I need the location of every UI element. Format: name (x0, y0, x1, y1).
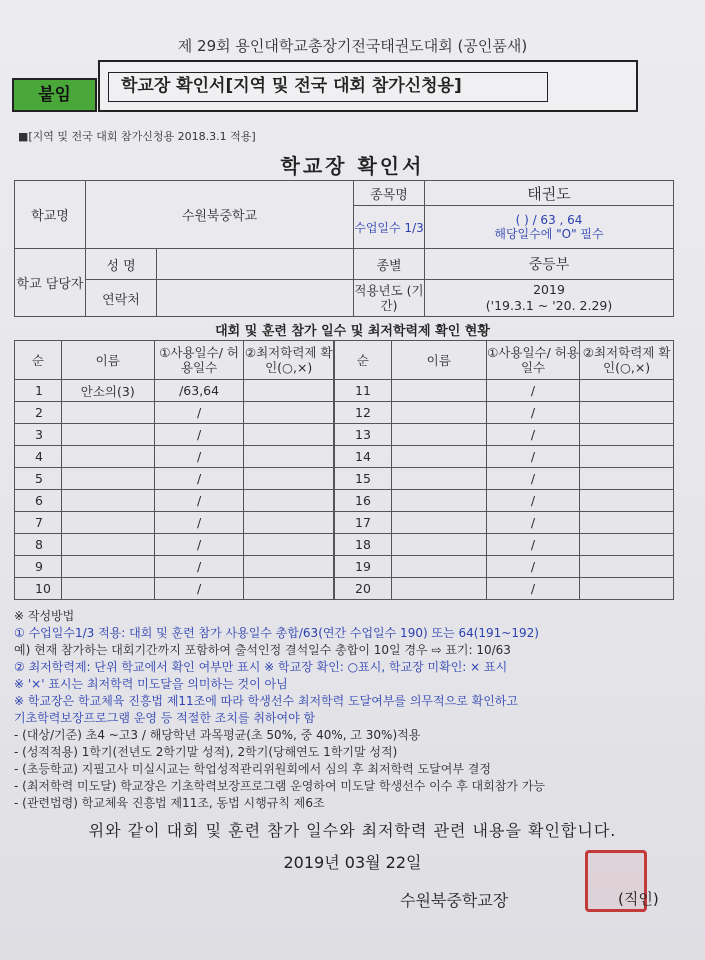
row-days: / (154, 512, 244, 534)
row-no: 14 (335, 446, 392, 468)
row-name (61, 468, 154, 490)
row-no: 1 (15, 380, 62, 402)
row-name (391, 402, 486, 424)
division-label: 종별 (354, 249, 425, 280)
row-name (391, 446, 486, 468)
table-row (15, 380, 334, 402)
instructions-heading: ※ 작성방법 (14, 609, 75, 623)
instruction-line: ※ 학교장은 학교체육 진흥법 제11조에 따라 학생선수 최저학력 도달여부를 의무적으로 확인하고 (14, 694, 518, 708)
table-row (15, 578, 334, 600)
table-row (15, 402, 334, 424)
period-cell (425, 280, 674, 317)
document-date: 2019년 03월 22일 (283, 853, 422, 872)
name-value (157, 249, 354, 280)
principal-signature: 수원북중학교장 (400, 891, 509, 910)
row-name: 안소의(3) (61, 380, 154, 402)
row-name (391, 468, 486, 490)
row-name (391, 556, 486, 578)
row-days: /63,64 (154, 380, 244, 402)
row-name (61, 402, 154, 424)
row-no: 7 (15, 512, 62, 534)
row-days: / (486, 556, 579, 578)
confirmation-text: 위와 같이 대회 및 훈련 참가 일수와 최저학력 관련 내용을 확인합니다. (88, 821, 617, 840)
instruction-line: - (최저학력 미도달) 학교장은 기초학력보장프로그램 운영하여 미도달 학생선수 이수 후 대회참가 가능 (14, 779, 545, 793)
table-row (335, 556, 674, 578)
contact-label: 연락처 (86, 280, 157, 317)
participants-table-left (14, 340, 334, 600)
participants-table-right (334, 340, 674, 600)
row-no: 20 (335, 578, 392, 600)
table-row (335, 380, 674, 402)
instructions (14, 608, 694, 812)
instruction-line: ※ '×' 표시는 최저학력 미도달을 의미하는 것이 아님 (14, 677, 288, 691)
instruction-line: ② 최저학력제: 단위 학교에서 확인 여부만 표시 ※ 학교장 확인: ○표시, 학교장 미확인: × 표시 (14, 660, 508, 674)
row-check (580, 578, 674, 600)
row-days: / (486, 534, 579, 556)
class-days-label: 수업일수 1/3 (354, 206, 425, 249)
row-check (244, 490, 334, 512)
row-name (391, 490, 486, 512)
row-days: / (154, 490, 244, 512)
class-days-note: 해당일수에 "O" 필수 (494, 227, 604, 241)
row-check (244, 402, 334, 424)
row-no: 18 (335, 534, 392, 556)
row-days: / (154, 446, 244, 468)
row-days: / (486, 402, 579, 424)
division-value: 중등부 (425, 249, 674, 280)
instruction-line: 기초학력보장프로그램 운영 등 적절한 조치를 취하여야 함 (14, 711, 316, 725)
row-name (391, 424, 486, 446)
table-row (15, 534, 334, 556)
table-row (15, 468, 334, 490)
doc-heading: 학교장 확인서[지역 및 전국 대회 참가신청용] (108, 72, 548, 102)
table-row (335, 446, 674, 468)
row-no: 4 (15, 446, 62, 468)
col-no: 순 (335, 341, 392, 380)
row-check (244, 556, 334, 578)
instruction-line: - (초등학교) 지필고사 미실시교는 학업성적관리위원회에서 심의 후 최저학력 도달여부 결정 (14, 762, 491, 776)
table-row (335, 402, 674, 424)
instruction-line: - (성적적용) 1학기(전년도 2학기말 성적), 2학기(당해연도 1학기말 성적) (14, 745, 398, 759)
row-days: / (486, 490, 579, 512)
row-days: / (486, 424, 579, 446)
table-row (15, 446, 334, 468)
row-days: / (486, 468, 579, 490)
table-row (335, 490, 674, 512)
row-check (580, 380, 674, 402)
period-label: 적용년도 (기간) (354, 280, 425, 317)
row-no: 3 (15, 424, 62, 446)
table-row (15, 556, 334, 578)
row-name (61, 578, 154, 600)
row-check (244, 380, 334, 402)
table-row (335, 512, 674, 534)
section-title: 대회 및 훈련 참가 일수 및 최저학력제 확인 현황 (215, 324, 490, 339)
row-days: / (154, 402, 244, 424)
event-title: 제 29회 용인대학교총장기전국태권도대회 (공인품새) (177, 37, 528, 55)
event-value: 태권도 (425, 181, 674, 206)
row-check (580, 402, 674, 424)
row-check (244, 534, 334, 556)
row-check (244, 512, 334, 534)
name-label: 성 명 (86, 249, 157, 280)
school-name: 수원북중학교 (86, 181, 354, 249)
row-check (244, 468, 334, 490)
row-days: / (486, 446, 579, 468)
row-no: 2 (15, 402, 62, 424)
row-no: 13 (335, 424, 392, 446)
col-check: ②최저학력제 확인(○,×) (580, 341, 674, 380)
table-row (15, 490, 334, 512)
row-no: 9 (15, 556, 62, 578)
row-name (391, 534, 486, 556)
row-days: / (486, 578, 579, 600)
col-check: ②최저학력제 확인(○,×) (244, 341, 334, 380)
row-days: / (154, 468, 244, 490)
table-row (15, 512, 334, 534)
row-name (391, 380, 486, 402)
table-row (335, 468, 674, 490)
row-check (580, 424, 674, 446)
row-no: 8 (15, 534, 62, 556)
row-name (391, 578, 486, 600)
row-no: 12 (335, 402, 392, 424)
row-no: 6 (15, 490, 62, 512)
row-no: 19 (335, 556, 392, 578)
row-no: 16 (335, 490, 392, 512)
instruction-line: 예) 현재 참가하는 대회기간까지 포함하여 출석인정 결석일수 총합이 10일 경우 ⇨ 표기: 10/63 (14, 643, 511, 657)
row-check (580, 534, 674, 556)
col-days: ①사용일수/ 허용일수 (154, 341, 244, 380)
contact-value (157, 280, 354, 317)
col-name: 이름 (61, 341, 154, 380)
row-name (61, 556, 154, 578)
period-year: 2019 (533, 282, 565, 297)
instruction-line: - (대상/기준) 초4 ~고3 / 해당학년 과목평균(초 50%, 중 40%, 고 30%)적용 (14, 728, 421, 742)
row-check (580, 556, 674, 578)
row-days: / (154, 556, 244, 578)
row-name (61, 424, 154, 446)
form-title: 학교장 확인서 (280, 154, 425, 178)
row-no: 5 (15, 468, 62, 490)
info-table (14, 180, 674, 317)
row-check (580, 468, 674, 490)
table-row (15, 424, 334, 446)
table-row (335, 424, 674, 446)
row-days: / (154, 534, 244, 556)
row-no: 15 (335, 468, 392, 490)
school-label: 학교명 (15, 181, 86, 249)
form-note: ■[지역 및 전국 대회 참가신청용 2018.3.1 적용] (18, 130, 256, 143)
row-name (61, 490, 154, 512)
row-name (391, 512, 486, 534)
row-check (244, 424, 334, 446)
event-label: 종목명 (354, 181, 425, 206)
period-range: ('19.3.1 ~ '20. 2.29) (485, 298, 613, 313)
col-days: ①사용일수/ 허용일수 (486, 341, 579, 380)
heading-box (98, 60, 638, 112)
class-days-value: ( ) / 63 , 64 (515, 213, 583, 227)
manager-label: 학교 담당자 (15, 249, 86, 317)
table-row (335, 578, 674, 600)
row-check (580, 446, 674, 468)
table-row (335, 534, 674, 556)
row-check (244, 446, 334, 468)
seal-label: (직인) (618, 890, 659, 908)
row-days: / (154, 424, 244, 446)
row-no: 17 (335, 512, 392, 534)
instruction-line: - (관련법령) 학교체육 진흥법 제11조, 동법 시행규칙 제6조 (14, 796, 325, 810)
attachment-badge: 붙임 (12, 78, 97, 112)
row-name (61, 534, 154, 556)
row-name (61, 446, 154, 468)
class-days-cell (425, 206, 674, 249)
row-name (61, 512, 154, 534)
row-no: 10 (15, 578, 62, 600)
row-check (244, 578, 334, 600)
instruction-line: ① 수업일수1/3 적용: 대회 및 훈련 참가 사용일수 총합/63(연간 수업일수 190) 또는 64(191~192) (14, 626, 539, 640)
row-no: 11 (335, 380, 392, 402)
row-days: / (486, 512, 579, 534)
row-check (580, 512, 674, 534)
col-no: 순 (15, 341, 62, 380)
row-days: / (154, 578, 244, 600)
row-days: / (486, 380, 579, 402)
row-check (580, 490, 674, 512)
col-name: 이름 (391, 341, 486, 380)
